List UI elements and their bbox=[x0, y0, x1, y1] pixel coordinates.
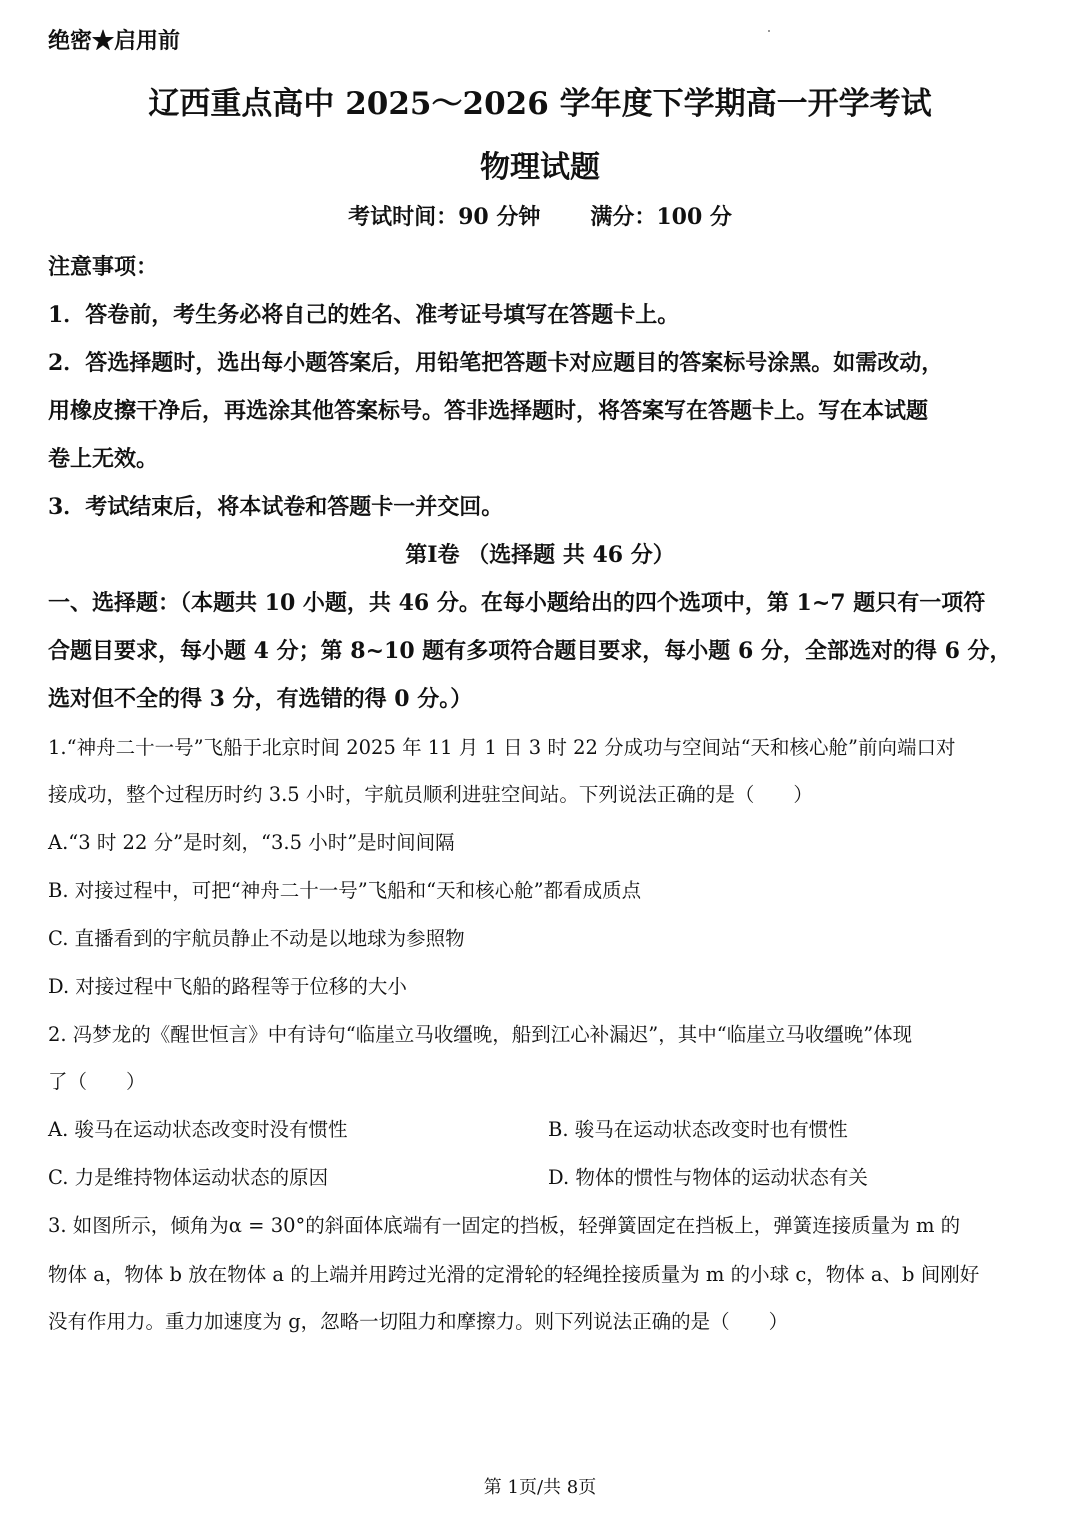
q3-stem: 3. 如图所示，倾角为α = 30°的斜面体底端有一固定的挡板，轻弹簧固定在挡板上，弹簧连接质量为 m 的 bbox=[48, 1214, 961, 1237]
section-instructions: 选对但不全的得 3 分，有选错的得 0 分。） bbox=[48, 686, 473, 712]
notes-heading: 注意事项： bbox=[48, 254, 159, 280]
section-instructions: 一、选择题：（本题共 10 小题，共 46 分。在每小题给出的四个选项中，第 1~7 题只有一项符 bbox=[48, 590, 986, 616]
full-score: 满分：100 分 bbox=[590, 204, 732, 230]
note-line: 用橡皮擦干净后，再选涂其他答案标号。答非选择题时，将答案写在答题卡上。写在本试题 bbox=[48, 398, 929, 424]
q1-stem: 接成功，整个过程历时约 3.5 小时，宇航员顺利进驻空间站。下列说法正确的是（ ） bbox=[48, 783, 813, 806]
exam-title: 辽西重点高中 2025～2026 学年度下学期高一开学考试 bbox=[148, 86, 932, 122]
q2-option-c: C. 力是维持物体运动状态的原因 bbox=[48, 1166, 329, 1189]
exam-meta bbox=[0, 200, 1080, 231]
q1-option-a: A.“3 时 22 分”是时刻，“3.5 小时”是时间间隔 bbox=[48, 831, 455, 854]
q2-stem: 了（ ） bbox=[48, 1070, 146, 1093]
note-line: 2．答选择题时，选出每小题答案后，用铅笔把答题卡对应题目的答案标号涂黑。如需改动， bbox=[48, 350, 944, 376]
q2-option-b: B. 骏马在运动状态改变时也有惯性 bbox=[548, 1118, 848, 1141]
q2-options-row-1 bbox=[48, 1114, 1044, 1142]
secret-mark: 绝密★启用前 bbox=[48, 28, 181, 54]
section-instructions: 合题目要求，每小题 4 分；第 8~10 题有多项符合题目要求，每小题 6 分，全部选对的得 6 分， bbox=[48, 638, 1012, 664]
q2-option-d: D. 物体的惯性与物体的运动状态有关 bbox=[548, 1166, 868, 1189]
part-title: 第Ⅰ卷 （选择题 共 46 分） bbox=[405, 542, 675, 568]
q1-option-d: D. 对接过程中飞船的路程等于位移的大小 bbox=[48, 975, 407, 998]
q2-stem: 2. 冯梦龙的《醒世恒言》中有诗句“临崖立马收缰晚，船到江心补漏迟”，其中“临崖立马收缰晚”体现 bbox=[48, 1023, 913, 1046]
page-number: 第 1页/共 8页 bbox=[483, 1477, 597, 1498]
exam-time: 考试时间：90 分钟 bbox=[348, 204, 541, 230]
note-line: 3．考试结束后，将本试卷和答题卡一并交回。 bbox=[48, 494, 504, 520]
note-line: 卷上无效。 bbox=[48, 446, 159, 472]
note-line: 1．答卷前，考生务必将自己的姓名、准考证号填写在答题卡上。 bbox=[48, 302, 680, 328]
q1-option-c: C. 直播看到的宇航员静止不动是以地球为参照物 bbox=[48, 927, 465, 950]
q1-option-b: B. 对接过程中，可把“神舟二十一号”飞船和“天和核心舱”都看成质点 bbox=[48, 879, 642, 902]
q3-stem: 物体 a，物体 b 放在物体 a 的上端并用跨过光滑的定滑轮的轻绳拴接质量为 m 的小球 c，物体 a、b 间刚好 bbox=[48, 1263, 980, 1286]
q3-stem: 没有作用力。重力加速度为 g，忽略一切阻力和摩擦力。则下列说法正确的是（ ） bbox=[48, 1310, 789, 1333]
q2-option-a: A. 骏马在运动状态改变时没有惯性 bbox=[48, 1118, 348, 1141]
subject-title: 物理试题 bbox=[480, 150, 600, 185]
q2-options-row-2 bbox=[48, 1162, 1044, 1190]
q1-stem: 1.“神舟二十一号”飞船于北京时间 2025 年 11 月 1 日 3 时 22 分成功与空间站“天和核心舱”前向端口对 bbox=[48, 736, 956, 759]
